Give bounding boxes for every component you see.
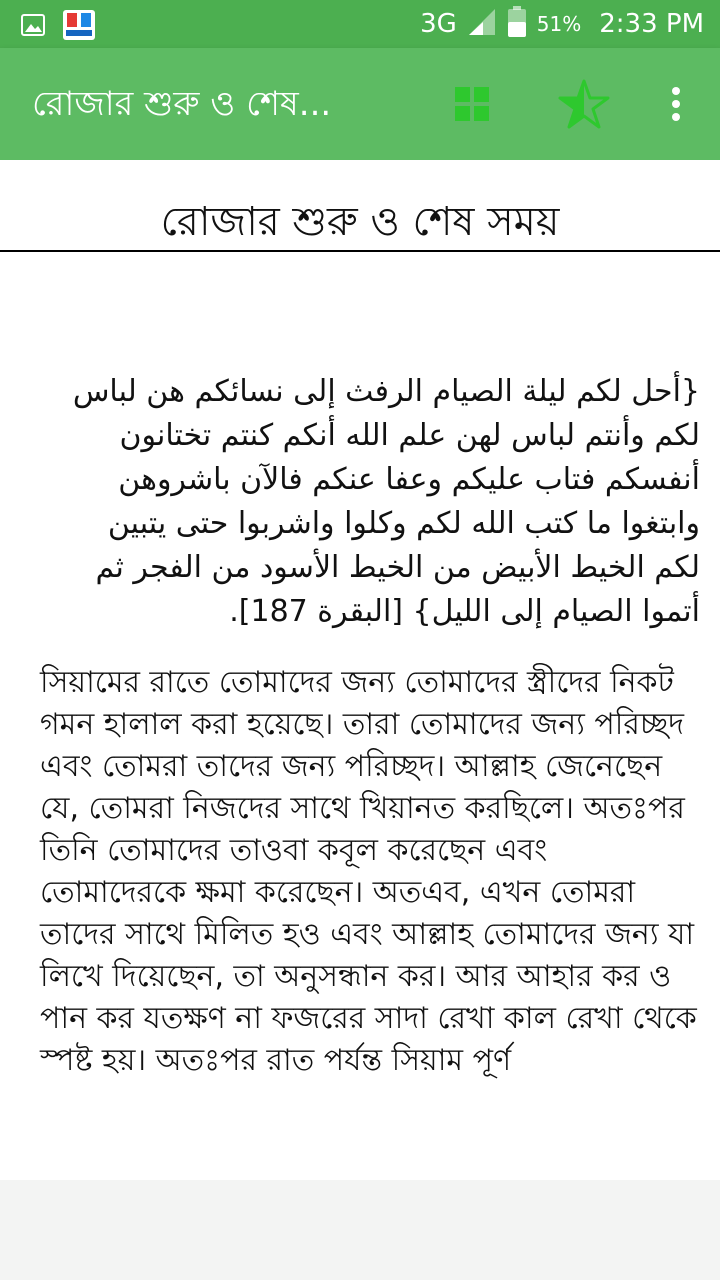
app-notification-icon — [62, 8, 96, 46]
app-bar-title: রোজার শুরু ও শেষ... — [32, 84, 332, 124]
app-bar — [0, 48, 720, 160]
arabic-verse: {أحل لكم ليلة الصيام الرفث إلى نسائكم هن لباس لكم وأنتم لباس لهن علم الله أنكم كنتم تختانون أنفسكم فتاب عليكم وعفا عنكم فالآن باشروهن وابتغوا ما كتب الله لكم وكلوا واشربوا حتى يتبين لكم الخيط الأبيض من الخيط الأسود من الفجر ثم أتموا الصيام إلى الليل} [البقرة 187]. — [72, 374, 700, 629]
status-bar — [0, 0, 720, 48]
notification-icons — [20, 8, 96, 46]
battery-icon — [507, 6, 527, 42]
network-type: 3G — [420, 9, 457, 39]
more-vert-icon[interactable] — [648, 76, 704, 132]
grid-icon[interactable] — [444, 76, 500, 132]
signal-icon — [467, 7, 497, 41]
star-icon[interactable] — [556, 76, 612, 132]
status-indicators — [420, 0, 704, 48]
article-title: রোজার শুরু ও শেষ সময় — [160, 199, 560, 245]
bangla-translation: সিয়ামের রাতে তোমাদের জন্য তোমাদের স্ত্রীদের নিকট গমন হালাল করা হয়েছে। তারা তোমাদের জন্য পরিচ্ছদ এবং তোমরা তাদের জন্য পরিচ্ছদ। আল্লাহ জেনেছেন যে, তোমরা নিজদের সাথে খিয়ানত করছিলে। অতঃপর তিনি তোমাদের তাওবা কবূল করেছেন এবং তোমাদেরকে ক্ষমা করেছেন। অতএব, এখন তোমরা তাদের সাথে মিলিত হও এবং আল্লাহ তোমাদের জন্য যা লিখে দিয়েছেন, তা অনুসন্ধান কর। আর আহার কর ও পান কর যতক্ষণ না ফজরের সাদা রেখা কাল রেখা থেকে স্পষ্ট হয়। অতঃপর রাত পর্যন্ত সিয়াম পূর্ণ — [40, 665, 697, 1078]
title-divider — [0, 250, 720, 252]
image-notification-icon — [20, 12, 46, 42]
battery-level: 51% — [536, 12, 582, 36]
bottom-panel — [0, 1180, 720, 1280]
clock: 2:33 PM — [599, 9, 704, 39]
article-content[interactable] — [0, 160, 720, 1180]
